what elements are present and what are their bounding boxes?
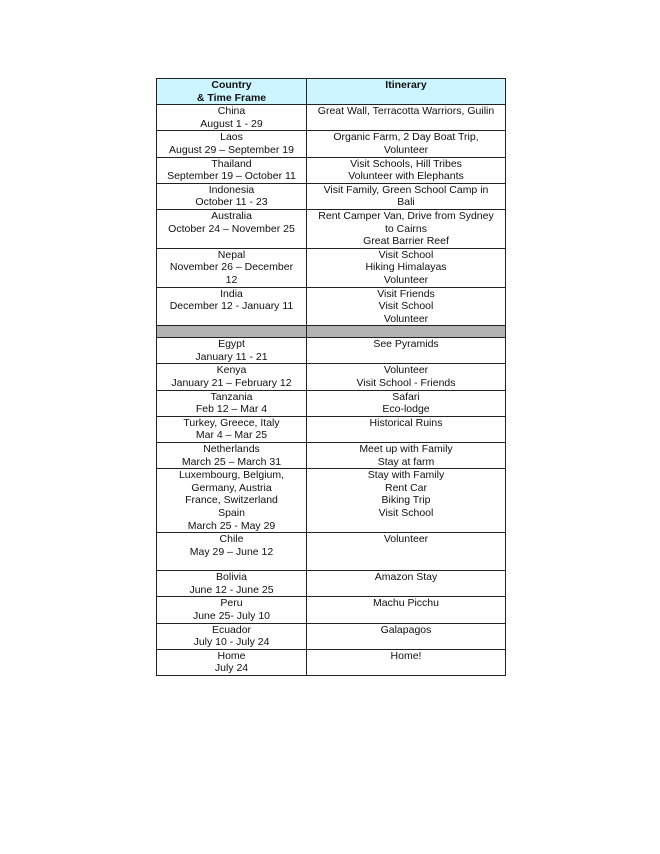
country-name: Chile [219,533,244,546]
itinerary-line: Visit School - Friends [356,377,456,390]
separator-row [157,326,506,338]
country-name: Tanzania [210,390,253,403]
itinerary-cell [307,157,506,183]
table-row [157,209,506,248]
country-name: Luxembourg, Belgium, [178,469,285,482]
itinerary-line: Rent Car [384,481,427,494]
table-row [157,183,506,209]
country-time-frame-cell [157,338,307,364]
separator-cell [307,326,506,338]
itinerary-line: Bali [397,196,415,209]
itinerary-line: Visit Friends [377,287,435,300]
itinerary-line: Volunteer [383,364,429,377]
country-time-frame-cell [157,287,307,326]
country-time-frame-cell [157,131,307,157]
table-row [157,649,506,675]
country-detail-line: January 21 – February 12 [171,377,292,390]
country-name: Australia [211,209,252,222]
itinerary-cell [307,338,506,364]
itinerary-cell [307,131,506,157]
country-detail-line: Germany, Austria [191,481,272,494]
itinerary-line: Machu Picchu [373,597,439,610]
country-time-frame-cell [157,416,307,442]
country-time-frame-cell [157,533,307,571]
country-time-frame-cell [157,105,307,131]
itinerary-line: Biking Trip [381,494,431,507]
country-name: Kenya [216,364,247,377]
country-time-frame-cell [157,248,307,287]
country-detail-line: January 11 - 21 [195,350,268,363]
table-row [157,105,506,131]
country-time-frame-cell [157,571,307,597]
itinerary-table [156,78,506,676]
country-name: Ecuador [211,623,252,636]
itinerary-line: Amazon Stay [374,571,438,584]
country-time-frame-cell [157,390,307,416]
itinerary-cell [307,364,506,390]
country-name: Egypt [218,338,245,351]
country-time-frame-cell [157,649,307,675]
itinerary-cell [307,597,506,623]
itinerary-line: to Cairns [384,222,427,235]
table-row [157,131,506,157]
itinerary-cell [307,649,506,675]
itinerary-line: Visit School [378,248,434,261]
header-itinerary-label: Itinerary [385,79,427,91]
itinerary-line: Visit Family, Green School Camp in [323,183,489,196]
country-name: Laos [220,131,243,144]
country-time-frame-cell [157,157,307,183]
itinerary-line: Hiking Himalayas [365,261,447,274]
country-time-frame-cell [157,183,307,209]
country-detail-line: August 1 - 29 [200,117,263,130]
country-detail-line: September 19 – October 11 [167,170,296,183]
country-name: Home [217,649,246,662]
header-country-line2: & Time Frame [196,91,267,104]
itinerary-line: Volunteer [383,143,429,156]
table-row [157,248,506,287]
country-time-frame-cell [157,469,307,533]
itinerary-line: Galapagos [380,623,432,636]
itinerary-cell [307,183,506,209]
itinerary-line: Volunteer with Elephants [348,170,464,183]
itinerary-cell [307,571,506,597]
country-name: Turkey, Greece, Italy [183,416,280,429]
table-row [157,338,506,364]
itinerary-line: Organic Farm, 2 Day Boat Trip, [333,131,479,144]
country-detail-line: Feb 12 – Mar 4 [195,403,268,416]
table-row [157,287,506,326]
itinerary-cell [307,287,506,326]
itinerary-cell [307,533,506,571]
table-row [157,623,506,649]
country-detail-line: March 25 - May 29 [187,519,276,532]
itinerary-line: Great Barrier Reef [363,235,449,248]
table-header-row [157,79,506,105]
country-time-frame-cell [157,623,307,649]
country-name: India [220,287,243,300]
itinerary-line: Volunteer [383,533,429,546]
country-detail-line: August 29 – September 19 [169,143,294,156]
itinerary-line: Visit School [378,300,434,313]
itinerary-cell [307,209,506,248]
country-detail-line: May 29 – June 12 [189,545,274,558]
itinerary-cell [307,416,506,442]
table-row [157,390,506,416]
country-detail-line: March 25 – March 31 [181,455,282,468]
country-detail-line: October 11 - 23 [195,196,268,209]
country-detail-line: 12 [225,273,238,286]
country-name: Nepal [217,248,246,261]
country-time-frame-cell [157,597,307,623]
itinerary-line: Volunteer [383,273,429,286]
country-time-frame-cell [157,443,307,469]
country-name: Netherlands [203,443,260,456]
table-row [157,533,506,571]
itinerary-line: Volunteer [383,312,429,325]
table-row [157,364,506,390]
country-detail-line: Spain [218,507,245,519]
itinerary-line: Stay with Family [367,469,445,482]
itinerary-line: See Pyramids [373,338,439,351]
country-name: Bolivia [216,571,247,584]
itinerary-line: Historical Ruins [369,416,443,429]
country-name: Peru [220,597,243,610]
table-row [157,469,506,533]
itinerary-cell [307,105,506,131]
table-row [157,416,506,442]
country-detail-line: Mar 4 – Mar 25 [195,429,268,442]
itinerary-cell [307,469,506,533]
country-detail-line: July 24 [214,662,249,675]
table-row [157,157,506,183]
country-name: Thailand [211,157,252,170]
itinerary-line: Rent Camper Van, Drive from Sydney [318,209,494,222]
itinerary-line: Home! [390,649,422,662]
country-detail-line: France, Switzerland [185,494,278,507]
itinerary-line: Visit School [378,507,434,519]
country-detail-line: June 12 - June 25 [189,583,274,596]
header-itinerary [307,79,506,105]
country-detail-line: November 26 – December [169,261,294,274]
itinerary-line: Eco-lodge [382,403,430,416]
itinerary-line: Great Wall, Terracotta Warriors, Guilin [317,105,495,118]
itinerary-line: Visit Schools, Hill Tribes [350,157,462,170]
header-country-line1: Country [211,79,252,91]
country-detail-line: June 25- July 10 [192,609,271,622]
country-name: China [217,105,246,118]
country-detail-line: July 10 - July 24 [193,636,270,649]
country-name: Indonesia [208,183,255,196]
header-country-time-frame [157,79,307,105]
itinerary-line: Meet up with Family [359,443,453,456]
separator-cell [157,326,307,338]
country-time-frame-cell [157,364,307,390]
table-row [157,571,506,597]
itinerary-line: Stay at farm [377,455,435,468]
itinerary-line: Safari [392,390,420,403]
country-detail-line: December 12 - January 11 [169,300,294,313]
itinerary-cell [307,390,506,416]
table-row [157,597,506,623]
itinerary-cell [307,443,506,469]
itinerary-cell [307,623,506,649]
itinerary-cell [307,248,506,287]
table-row [157,443,506,469]
country-detail-line: October 24 – November 25 [168,222,295,235]
table-body [157,105,506,676]
country-time-frame-cell [157,209,307,248]
